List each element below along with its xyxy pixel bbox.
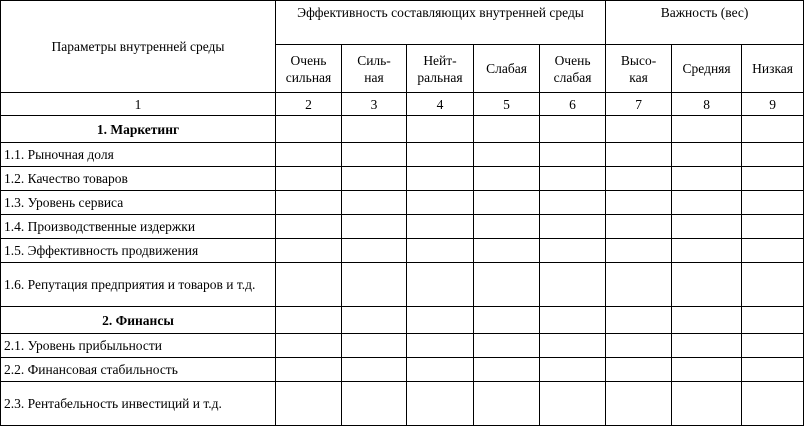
rating-cell[interactable] [276,358,342,382]
rating-cell[interactable] [606,143,672,167]
rating-cell[interactable] [276,215,342,239]
rating-cell[interactable] [276,143,342,167]
rating-cell[interactable] [276,191,342,215]
subheader-cell [276,45,342,93]
subheader-cell [672,45,742,93]
column-number: 2 [276,93,342,116]
subheader-line: Слабая [486,61,527,76]
rating-cell[interactable] [342,191,407,215]
rating-cell[interactable] [407,191,474,215]
rating-cell[interactable] [742,307,804,334]
rating-cell[interactable] [276,116,342,143]
subheader-cell [540,45,606,93]
subheader-line: Средняя [682,61,731,76]
parameter-label: 1.1. Рыночная доля [1,143,276,167]
rating-cell[interactable] [672,382,742,426]
rating-cell[interactable] [474,358,540,382]
rating-cell[interactable] [342,263,407,307]
rating-cell[interactable] [742,143,804,167]
rating-cell[interactable] [407,382,474,426]
rating-cell[interactable] [742,239,804,263]
rating-cell[interactable] [407,239,474,263]
rating-cell[interactable] [606,116,672,143]
rating-cell[interactable] [540,239,606,263]
rating-cell[interactable] [606,167,672,191]
subheader-cell [407,45,474,93]
column-number: 1 [1,93,276,116]
rating-cell[interactable] [672,143,742,167]
column-number: 3 [342,93,407,116]
rating-cell[interactable] [606,334,672,358]
rating-cell[interactable] [474,334,540,358]
rating-cell[interactable] [276,167,342,191]
rating-cell[interactable] [474,307,540,334]
rating-cell[interactable] [342,382,407,426]
rating-cell[interactable] [742,334,804,358]
rating-cell[interactable] [672,167,742,191]
rating-cell[interactable] [407,215,474,239]
rating-cell[interactable] [540,215,606,239]
rating-cell[interactable] [606,307,672,334]
subheader-line: Нейт- [423,52,457,68]
column-number: 6 [540,93,606,116]
rating-cell[interactable] [606,358,672,382]
rating-cell[interactable] [407,307,474,334]
subheader-cell [474,45,540,93]
subheader-line: сильная [285,69,332,85]
rating-cell[interactable] [672,334,742,358]
efficiency-header: Эффективность составляющих внутренней среды [276,1,606,45]
rating-cell[interactable] [342,167,407,191]
rating-cell[interactable] [672,263,742,307]
rating-cell[interactable] [606,215,672,239]
rating-cell[interactable] [672,191,742,215]
rating-cell[interactable] [342,215,407,239]
table-row [1,334,804,358]
rating-cell[interactable] [606,382,672,426]
column-number: 5 [474,93,540,116]
rating-cell[interactable] [540,167,606,191]
subheader-line: Очень [290,52,327,68]
rating-cell[interactable] [276,307,342,334]
parameter-label: 2.2. Финансовая стабильность [1,358,276,382]
rating-cell[interactable] [540,307,606,334]
parameter-label: 1.6. Репутация предприятия и товаров и т.д. [1,263,276,307]
rating-cell[interactable] [276,263,342,307]
rating-cell[interactable] [672,215,742,239]
rating-cell[interactable] [742,215,804,239]
rating-cell[interactable] [742,167,804,191]
subheader-line: ная [364,69,384,85]
table-row [1,215,804,239]
rating-cell[interactable] [474,143,540,167]
rating-cell[interactable] [540,191,606,215]
section-title: 1. Маркетинг [1,116,276,143]
rating-cell[interactable] [407,116,474,143]
rating-cell[interactable] [742,382,804,426]
rating-cell[interactable] [342,334,407,358]
rating-cell[interactable] [276,382,342,426]
rating-cell[interactable] [474,382,540,426]
table-row [1,239,804,263]
rating-cell[interactable] [474,263,540,307]
section-title: 2. Финансы [1,307,276,334]
rating-cell[interactable] [672,116,742,143]
params-header: Параметры внутренней среды [1,1,276,93]
column-number: 7 [606,93,672,116]
parameter-label: 2.1. Уровень прибыльности [1,334,276,358]
parameter-label: 2.3. Рентабельность инвестиций и т.д. [1,382,276,426]
rating-cell[interactable] [540,358,606,382]
rating-cell[interactable] [474,167,540,191]
subheader-line: ральная [417,69,463,85]
rating-cell[interactable] [474,215,540,239]
rating-cell[interactable] [342,116,407,143]
rating-cell[interactable] [407,334,474,358]
importance-header: Важность (вес) [606,1,804,45]
rating-cell[interactable] [342,239,407,263]
rating-cell[interactable] [540,263,606,307]
parameter-label: 1.5. Эффективность продвижения [1,239,276,263]
parameter-label: 1.3. Уровень сервиса [1,191,276,215]
column-number: 4 [407,93,474,116]
rating-cell[interactable] [276,239,342,263]
subheader-cell [606,45,672,93]
rating-cell[interactable] [474,191,540,215]
rating-cell[interactable] [540,382,606,426]
table-row [1,143,804,167]
subheader-line: слабая [553,69,592,85]
subheader-cell [742,45,804,93]
rating-cell[interactable] [540,116,606,143]
section-row [1,307,804,334]
rating-cell[interactable] [606,191,672,215]
rating-cell[interactable] [742,191,804,215]
rating-cell[interactable] [742,358,804,382]
subheader-line: Очень [554,52,591,68]
rating-cell[interactable] [474,116,540,143]
rating-cell[interactable] [672,358,742,382]
rating-cell[interactable] [742,116,804,143]
rating-cell[interactable] [407,143,474,167]
subheader-line: кая [629,69,648,85]
rating-cell[interactable] [276,334,342,358]
rating-cell[interactable] [342,307,407,334]
parameter-label: 1.2. Качество товаров [1,167,276,191]
table-row [1,191,804,215]
rating-cell[interactable] [342,358,407,382]
rating-cell[interactable] [606,239,672,263]
rating-cell[interactable] [474,239,540,263]
table-row [1,382,804,426]
rating-cell[interactable] [606,263,672,307]
parameter-label: 1.4. Производственные издержки [1,215,276,239]
subheader-cell [342,45,407,93]
rating-cell[interactable] [672,307,742,334]
rating-cell[interactable] [407,358,474,382]
rating-cell[interactable] [407,167,474,191]
table-row [1,167,804,191]
subheader-line: Высо- [620,52,657,68]
rating-cell[interactable] [407,263,474,307]
rating-cell[interactable] [540,334,606,358]
table-row [1,263,804,307]
table-row [1,358,804,382]
rating-cell[interactable] [672,239,742,263]
rating-cell[interactable] [742,263,804,307]
column-number: 9 [742,93,804,116]
rating-cell[interactable] [540,143,606,167]
column-number: 8 [672,93,742,116]
section-row [1,116,804,143]
subheader-line: Низкая [752,61,794,76]
rating-cell[interactable] [342,143,407,167]
subheader-line: Силь- [357,52,391,68]
